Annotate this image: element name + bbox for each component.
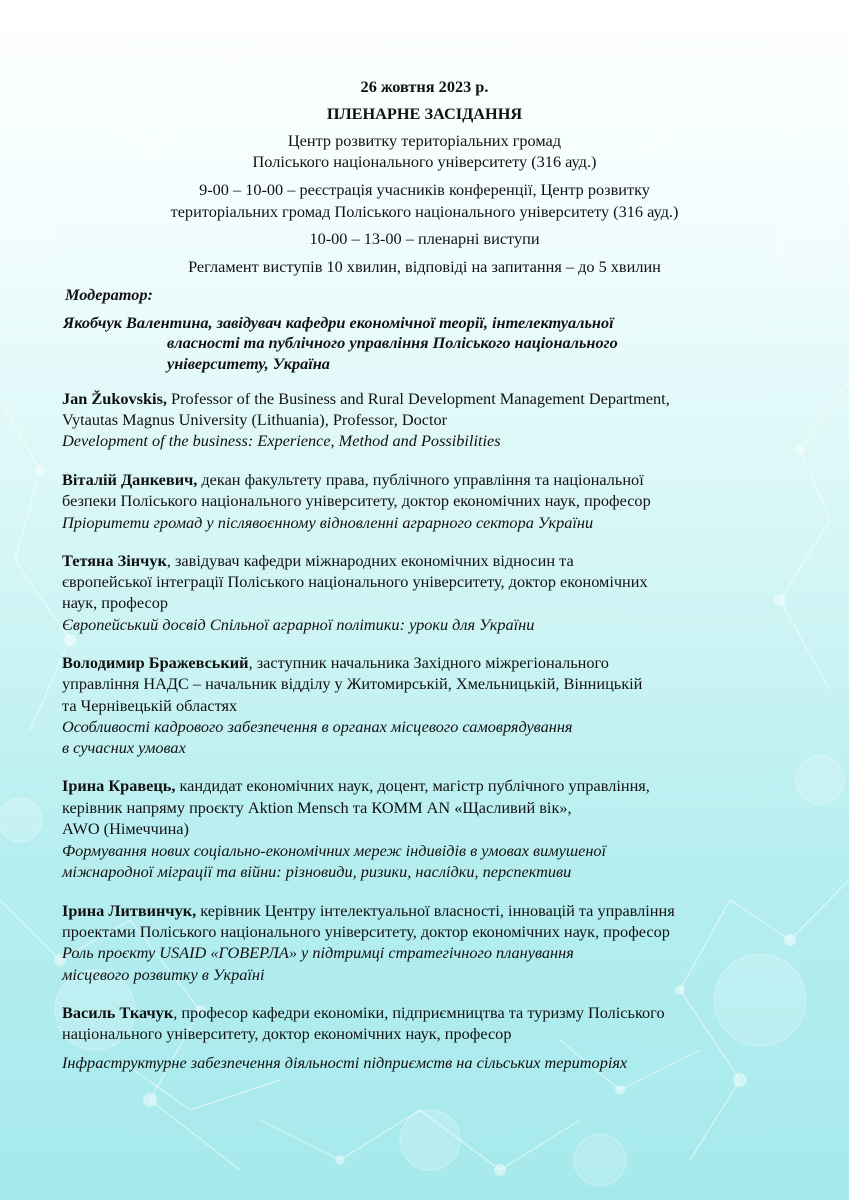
speaker-name: Тетяна Зінчук	[62, 551, 167, 570]
plenary-time: 10-00 – 13-00 – пленарні виступи	[309, 229, 540, 248]
speaker-topic: в сучасних умовах	[62, 738, 186, 757]
speaker-topic: місцевого розвитку в Україні	[62, 965, 265, 984]
session-title: ПЛЕНАРНЕ ЗАСІДАННЯ	[326, 104, 523, 123]
speaker-name: Ірина Кравець,	[62, 776, 176, 795]
speaker-desc-line: наук, професор	[62, 593, 168, 612]
speaker-desc-line: Тетяна Зінчук, завідувач кафедри міжнародних економічних відносин та	[62, 551, 574, 570]
speaker-topic: Особливості кадрового забезпечення в органах місцевого самоврядування	[62, 717, 573, 736]
speaker-topic: Development of the business: Experience, Method and Possibilities	[62, 431, 501, 450]
speaker-desc-line: Василь Ткачук, професор кафедри економіки, підприємництва та туризму Поліського	[62, 1003, 665, 1022]
speaker-desc-line: Ірина Кравець, кандидат економічних наук, доцент, магістр публічного управління,	[62, 776, 650, 795]
regulations: Регламент виступів 10 хвилин, відповіді на запитання – до 5 хвилин	[188, 257, 661, 276]
speaker-name: Василь Ткачук	[62, 1003, 174, 1022]
registration-line-1: 9-00 – 10-00 – реєстрація учасників конференції, Центр розвитку	[199, 180, 650, 199]
speaker-name: Віталій Данкевич,	[62, 470, 198, 489]
speaker-desc-line: управління НАДС – начальник відділу у Житомирській, Хмельницькій, Вінницькій	[62, 674, 643, 693]
speaker-topic: Пріоритети громад у післявоєнному відновленні аграрного сектора України	[62, 513, 594, 532]
venue-line-1: Центр розвитку територіальних громад	[287, 131, 562, 150]
moderator-line-2: власності та публічного управління Поліського національного	[167, 333, 618, 352]
speaker-desc-line: AWO (Німеччина)	[62, 819, 189, 838]
speaker-desc-line: керівник напряму проєкту Aktion Mensch та КОММ AN «Щасливий вік»,	[62, 798, 572, 817]
speaker-topic: Роль проєкту USAID «ГОВЕРЛА» у підтримці стратегічного планування	[62, 943, 574, 962]
registration-line-2: територіальних громад Поліського національного університету (316 ауд.)	[170, 202, 679, 221]
speaker-desc-line: Володимир Бражевський, заступник начальника Західного міжрегіонального	[62, 653, 609, 672]
session-date: 26 жовтня 2023 р.	[360, 77, 489, 96]
speaker-desc-line: Віталій Данкевич, декан факультету права, публічного управління та національної	[62, 470, 644, 489]
speaker-desc-line: Jan Žukovskis, Professor of the Business and Rural Development Management Department,	[62, 389, 670, 408]
speaker-topic: міжнародної міграції та війни: різновиди, ризики, наслідки, перспективи	[62, 862, 572, 881]
venue-line-2: Поліського національного університету (316 ауд.)	[252, 152, 597, 171]
speaker-name: Володимир Бражевський	[62, 653, 249, 672]
speaker-desc-line: національного університету, доктор економічних наук, професор	[62, 1024, 512, 1043]
moderator-label: Модератор:	[65, 285, 153, 304]
moderator-line-3: університету, Україна	[167, 354, 330, 373]
speaker-desc-line: та Чернівецькій областях	[62, 696, 238, 715]
speaker-topic: Інфраструктурне забезпечення діяльності підприємств на сільських територіях	[62, 1053, 628, 1072]
speaker-name: Jan Žukovskis,	[62, 389, 167, 408]
speaker-desc-line: Vytautas Magnus University (Lithuania), Professor, Doctor	[62, 410, 448, 429]
speaker-desc-line: Ірина Литвинчук, керівник Центру інтелектуальної власності, інновацій та управління	[62, 901, 675, 920]
speaker-topic: Європейський досвід Спільної аграрної політики: уроки для України	[62, 615, 535, 634]
speaker-desc-line: європейської інтеграції Поліського національного університету, доктор економічних	[62, 572, 648, 591]
speaker-topic: Формування нових соціально-економічних мереж індивідів в умовах вимушеної	[62, 841, 607, 860]
speaker-name: Ірина Литвинчук,	[62, 901, 197, 920]
speaker-desc-line: безпеки Поліського національного університету, доктор економічних наук, професор	[62, 491, 651, 510]
moderator-line-1: Якобчук Валентина, завідувач кафедри економічної теорії, інтелектуальної	[63, 313, 614, 332]
speaker-desc-line: проектами Поліського національного університету, доктор економічних наук, професор	[62, 922, 670, 941]
